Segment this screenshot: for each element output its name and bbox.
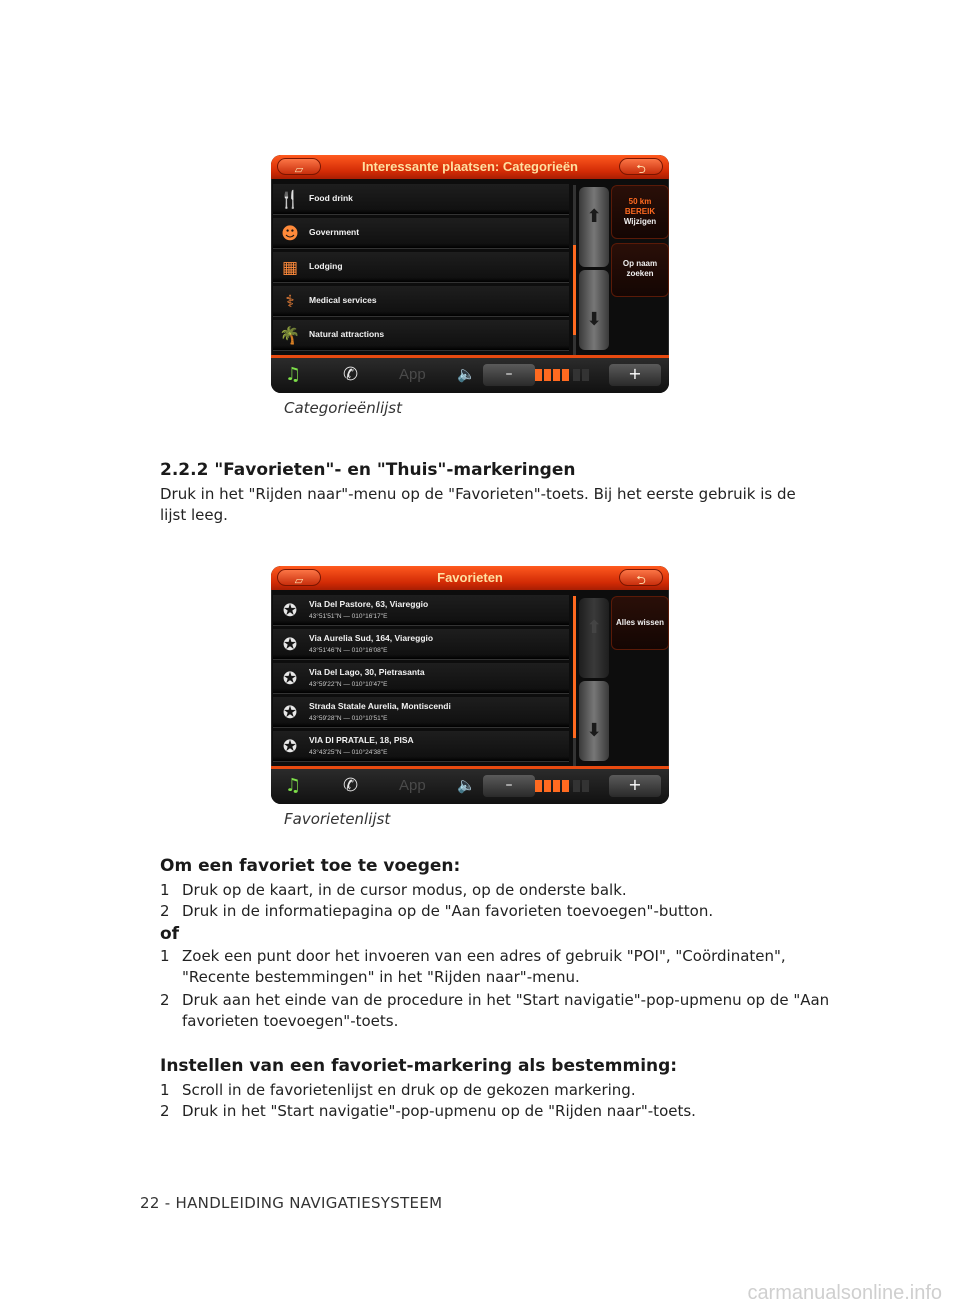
map-button[interactable] [277, 158, 321, 175]
volume-down-button[interactable]: – [483, 364, 535, 386]
list-item[interactable] [273, 252, 569, 283]
scrollbar[interactable] [573, 185, 576, 355]
back-arrow-icon: ⮌ [636, 573, 646, 587]
speaker-icon: 🔈 [457, 365, 476, 383]
fork-knife-icon: 🍴 [279, 190, 301, 210]
list-item[interactable] [273, 286, 569, 317]
volume-level-bar [535, 780, 607, 792]
list-item[interactable] [273, 218, 569, 249]
step-number: 2 [160, 991, 170, 1009]
list-item-label: Lodging [309, 261, 343, 271]
list-item[interactable] [273, 697, 569, 728]
palm-tree-icon: 🌴 [279, 326, 301, 346]
favorite-star-pin-icon: ✪ [282, 669, 298, 689]
volume-up-button[interactable]: + [609, 364, 661, 386]
step-text: Druk op de kaart, in de cursor modus, op de onderste balk. [182, 881, 627, 899]
step-text: Scroll in de favorietenlijst en druk op de gekozen markering. [182, 1081, 636, 1099]
scrollbar-thumb[interactable] [573, 596, 576, 738]
scroll-up-button[interactable] [579, 598, 609, 678]
search-by-name-button[interactable] [611, 243, 669, 297]
list-item-label: Strada Statale Aurelia, Montiscendi [309, 701, 451, 711]
set-destination-heading: Instellen van een favoriet-markering als bestemming: [160, 1056, 678, 1076]
volume-level-bar [535, 369, 607, 381]
list-item[interactable] [273, 184, 569, 215]
page-footer: 22 - HANDLEIDING NAVIGATIESYSTEEM [140, 1194, 443, 1212]
map-icon: ▱ [294, 574, 304, 587]
list-item-label: Food drink [309, 193, 353, 203]
poi-categories-screen [271, 155, 669, 393]
volume-down-button[interactable]: – [483, 775, 535, 797]
scroll-down-button[interactable] [579, 681, 609, 761]
range-value: 50 km [628, 197, 652, 206]
back-button[interactable] [619, 569, 663, 586]
step-text: Druk aan het einde van de procedure in het "Start navigatie"-pop-upmenu op de "Aan favorieten toevoegen"-toets. [182, 991, 830, 1030]
scroll-down-button[interactable] [579, 270, 609, 350]
category-list [271, 182, 571, 352]
list-item-label: Government [309, 227, 360, 237]
figure-caption: Favorietenlijst [284, 810, 391, 828]
back-button[interactable] [619, 158, 663, 175]
range-change-label: Wijzigen [623, 217, 657, 226]
phone-icon[interactable]: ✆ [343, 775, 359, 796]
scrollbar[interactable] [573, 596, 576, 766]
step-number: 1 [160, 1081, 170, 1099]
list-item-label: Natural attractions [309, 329, 385, 339]
list-item-coordinates: 43°59'22"N — 010°10'47"E [309, 681, 388, 688]
arrow-up-icon: ⬆ [586, 206, 602, 227]
list-item-coordinates: 43°59'28"N — 010°10'51"E [309, 715, 388, 722]
step-text: Druk in de informatiepagina op de "Aan favorieten toevoegen"-button. [182, 902, 714, 920]
list-item[interactable] [273, 595, 569, 626]
map-button[interactable] [277, 569, 321, 586]
step-number: 1 [160, 947, 170, 965]
favorite-star-pin-icon: ✪ [282, 703, 298, 723]
list-item-label: Via Del Lago, 30, Pietrasanta [309, 667, 425, 677]
range-button[interactable] [611, 185, 669, 239]
or-separator: of [160, 924, 180, 944]
watermark: carmanualsonline.info [747, 1282, 942, 1304]
stethoscope-icon: ⚕ [285, 292, 295, 312]
step-number: 2 [160, 902, 170, 920]
step-text: Zoek een punt door het invoeren van een adres of gebruik "POI", "Coördinaten", "Recente bestemmingen" in het "Rijden naar"-menu. [182, 947, 786, 986]
favorite-star-pin-icon: ✪ [282, 601, 298, 621]
list-item-coordinates: 43°51'46"N — 010°16'08"E [309, 647, 388, 654]
map-icon: ▱ [294, 163, 304, 176]
list-item-label: Via Aurelia Sud, 164, Viareggio [309, 633, 434, 643]
scrollbar-thumb[interactable] [573, 245, 576, 335]
arrow-up-icon: ⬆ [586, 617, 602, 638]
music-icon[interactable]: ♫ [285, 775, 302, 796]
section-paragraph-line1: Druk in het "Rijden naar"-menu op de "Favorieten"-toets. Bij het eerste gebruik is de [160, 485, 796, 503]
favorites-list [271, 593, 571, 763]
favorites-screen [271, 566, 669, 804]
list-item-coordinates: 43°43'25"N — 010°24'38"E [309, 749, 388, 756]
favorite-star-pin-icon: ✪ [282, 737, 298, 757]
clear-all-button[interactable] [611, 596, 669, 650]
speaker-icon: 🔈 [457, 776, 476, 794]
arrow-down-icon: ⬇ [586, 309, 602, 330]
section-heading: 2.2.2 "Favorieten"- en "Thuis"-markeringen [160, 460, 576, 480]
range-label: BEREIK [624, 207, 656, 216]
search-by-name-line2: zoeken [626, 269, 654, 278]
step-number: 1 [160, 881, 170, 899]
list-item-label: Via Del Pastore, 63, Viareggio [309, 599, 429, 609]
music-icon[interactable]: ♫ [285, 364, 302, 385]
screen-title: Favorieten [437, 570, 503, 585]
arrow-down-icon: ⬇ [586, 720, 602, 741]
list-item-label: Medical services [309, 295, 377, 305]
app-button[interactable]: App [399, 777, 426, 794]
app-button[interactable]: App [399, 366, 426, 383]
government-icon: ☻ [281, 224, 299, 244]
add-favorite-heading: Om een favoriet toe te voegen: [160, 856, 461, 876]
step-text: Druk in het "Start navigatie"-pop-upmenu op de "Rijden naar"-toets. [182, 1102, 696, 1120]
screen-footer-bar [271, 769, 669, 804]
list-item[interactable] [273, 320, 569, 351]
figure-caption: Categorieënlijst [284, 399, 402, 417]
lodging-icon: ▦ [281, 258, 299, 278]
clear-all-label: Alles wissen [615, 618, 665, 627]
back-arrow-icon: ⮌ [636, 162, 646, 176]
list-item-label: VIA DI PRATALE, 18, PISA [309, 735, 414, 745]
phone-icon[interactable]: ✆ [343, 364, 359, 385]
list-item-coordinates: 43°51'51"N — 010°16'17"E [309, 613, 388, 620]
search-by-name-line1: Op naam [622, 259, 658, 268]
section-paragraph-line2: lijst leeg. [160, 506, 228, 524]
scroll-up-button[interactable] [579, 187, 609, 267]
step-number: 2 [160, 1102, 170, 1120]
list-item[interactable] [273, 663, 569, 694]
screen-footer-bar [271, 358, 669, 393]
list-item[interactable] [273, 629, 569, 660]
volume-up-button[interactable]: + [609, 775, 661, 797]
list-item[interactable] [273, 731, 569, 762]
screen-title: Interessante plaatsen: Categorieën [361, 159, 579, 174]
favorite-star-pin-icon: ✪ [282, 635, 298, 655]
